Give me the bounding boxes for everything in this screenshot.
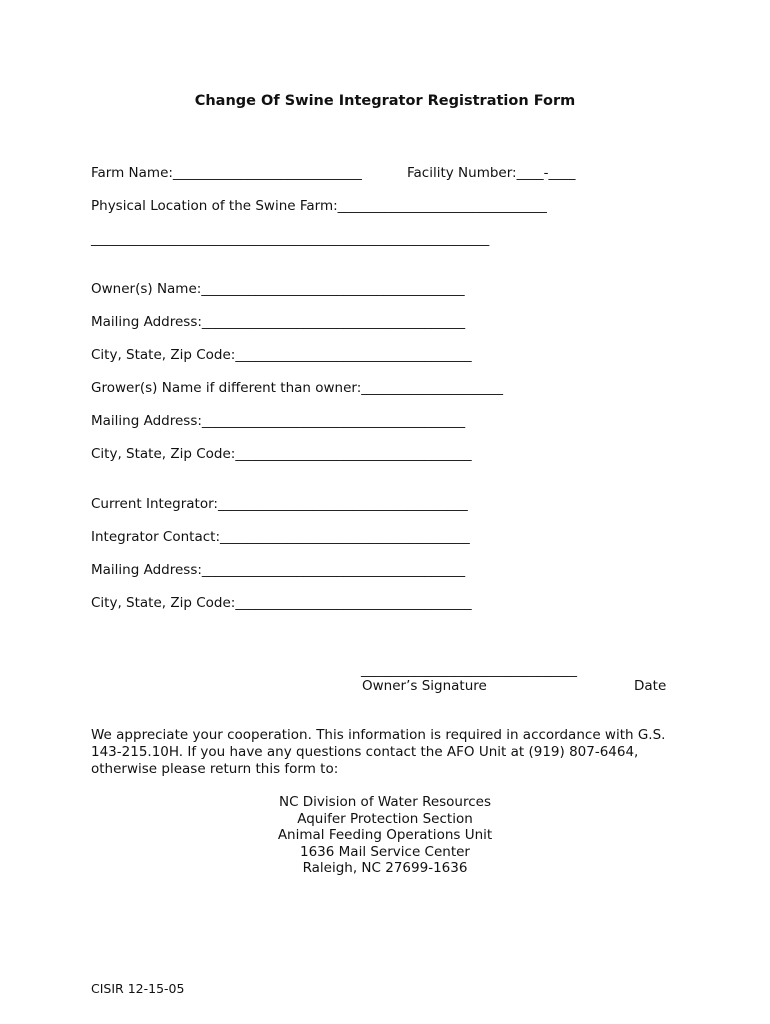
integrator-city-state-zip-field[interactable]: City, State, Zip Code:___________________________________ — [91, 595, 472, 611]
address-line: 1636 Mail Service Center — [300, 843, 470, 860]
address-line: NC Division of Water Resources — [278, 794, 492, 810]
return-address — [0, 794, 770, 877]
form-code: CISIR 12-15-05 — [91, 981, 185, 996]
grower-mailing-address-field[interactable]: Mailing Address:_______________________________________ — [91, 413, 466, 429]
physical-location-continuation-field[interactable]: ___________________________________________________________ — [91, 231, 490, 247]
integrator-contact-field[interactable]: Integrator Contact:_____________________________________ — [91, 529, 470, 545]
form-title: Change Of Swine Integrator Registration Form — [194, 93, 576, 109]
date-label: Date — [634, 678, 667, 694]
address-line: Animal Feeding Operations Unit — [277, 827, 493, 843]
grower-name-field[interactable]: Grower(s) Name if different than owner:_____________________ — [91, 380, 504, 396]
owner-mailing-address-field[interactable]: Mailing Address:_______________________________________ — [91, 314, 466, 330]
signature-label: Owner’s Signature — [362, 678, 487, 694]
address-line: Raleigh, NC 27699-1636 — [302, 860, 468, 876]
facility-number-field[interactable]: Facility Number:____-____ — [407, 165, 576, 181]
grower-city-state-zip-field[interactable]: City, State, Zip Code:___________________________________ — [91, 446, 472, 462]
instructions-paragraph: We appreciate your cooperation. This information is required in accordance with G.S. 143-215.10H. If you have any questions contact the AFO Unit at (919) 807-6464, otherwise please return this form to: — [91, 727, 666, 777]
current-integrator-field[interactable]: Current Integrator:_____________________________________ — [91, 496, 468, 512]
integrator-mailing-address-field[interactable]: Mailing Address:_______________________________________ — [91, 562, 466, 578]
address-line: Aquifer Protection Section — [297, 810, 473, 827]
owner-city-state-zip-field[interactable]: City, State, Zip Code:___________________________________ — [91, 347, 472, 363]
owner-name-field[interactable]: Owner(s) Name:_______________________________________ — [91, 281, 465, 297]
physical-location-field[interactable]: Physical Location of the Swine Farm:_______________________________ — [91, 198, 547, 214]
signature-line[interactable]: ________________________________ — [361, 662, 577, 678]
farm-name-field[interactable]: Farm Name:____________________________ — [91, 165, 362, 181]
